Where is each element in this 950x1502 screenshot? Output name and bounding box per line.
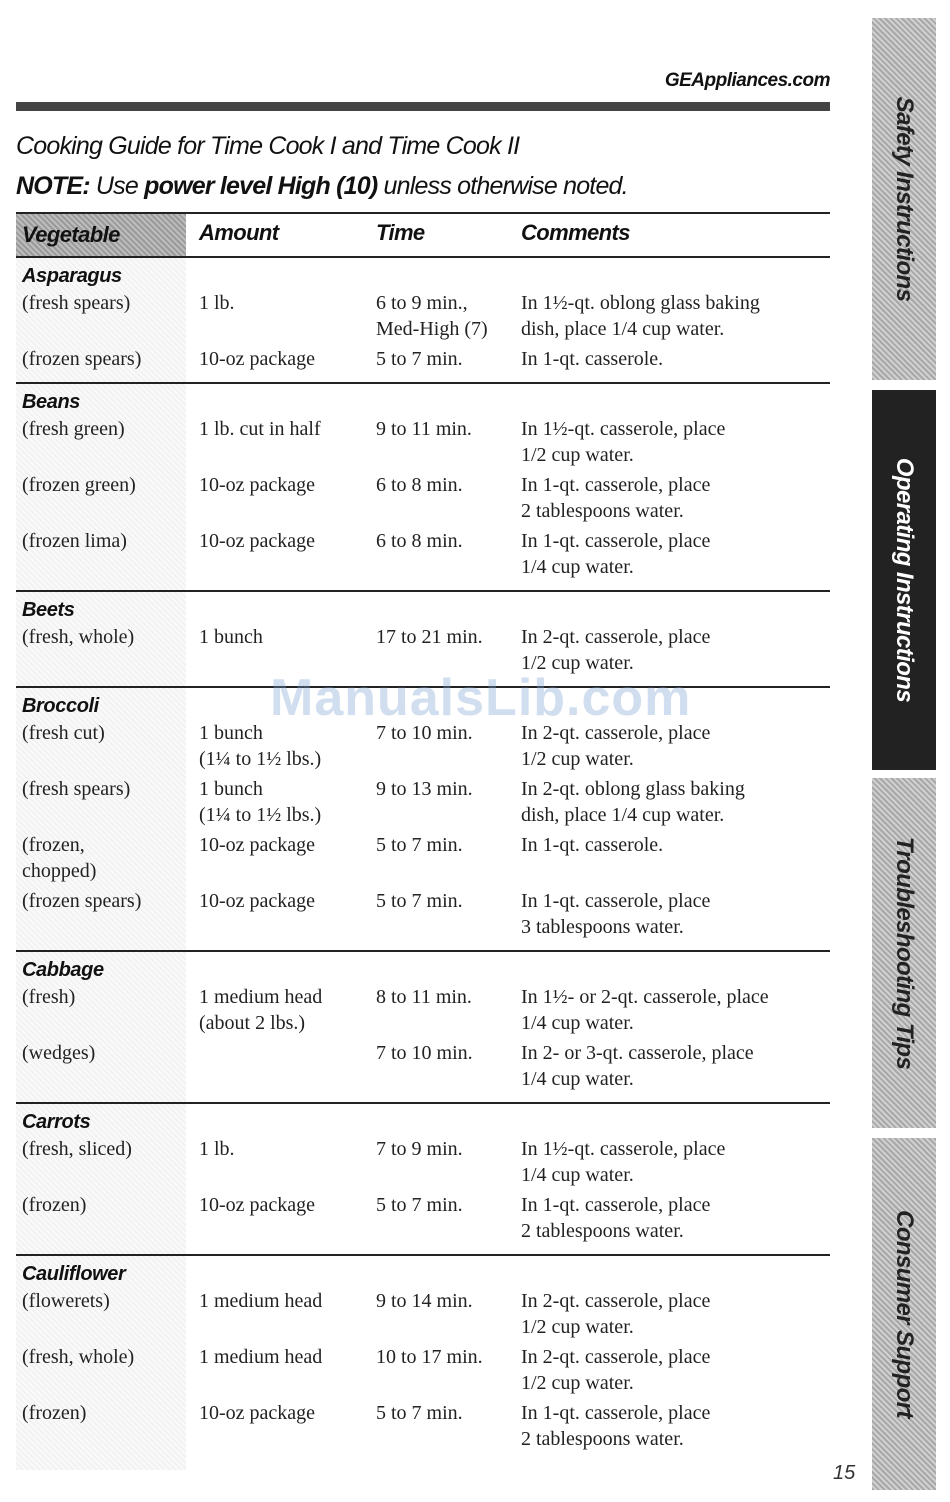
cell-amount: 1 bunch (1¼ to 1½ lbs.)	[199, 722, 322, 770]
note-text2: unless otherwise noted.	[377, 172, 628, 200]
table-header	[16, 212, 830, 258]
note-prefix: NOTE:	[16, 172, 90, 200]
cell-amount: 1 lb. cut in half	[199, 418, 321, 440]
cell-time: 6 to 8 min.	[376, 530, 463, 552]
table-row	[16, 290, 830, 346]
cell-time: 7 to 10 min.	[376, 1042, 473, 1064]
cell-time: 9 to 13 min.	[376, 778, 473, 800]
cell-comments: In 1-qt. casserole, place 2 tablespoons water.	[521, 474, 711, 522]
page-title: Cooking Guide for Time Cook I and Time Cook II	[16, 132, 520, 160]
cell-amount: 10-oz package	[199, 530, 316, 552]
table-body	[16, 258, 830, 1462]
table-row	[16, 346, 830, 376]
cell-comments: In 1-qt. casserole, place 3 tablespoons water.	[521, 890, 711, 938]
cell-amount: 1 medium head (about 2 lbs.)	[199, 986, 323, 1034]
cooking-table	[16, 212, 830, 1462]
table-row	[16, 1400, 830, 1456]
cell-time: 5 to 7 min.	[376, 1402, 463, 1424]
cell-time: 6 to 9 min., Med-High (7)	[376, 292, 488, 340]
cell-time: 17 to 21 min.	[376, 626, 483, 648]
table-row	[16, 1192, 830, 1248]
cell-comments: In 2-qt. casserole, place 1/2 cup water.	[521, 626, 711, 674]
cell-time: 9 to 14 min.	[376, 1290, 473, 1312]
cell-form: (frozen, chopped)	[22, 834, 97, 882]
table-row	[16, 1040, 830, 1096]
cell-comments: In 2-qt. casserole, place 1/2 cup water.	[521, 1290, 711, 1338]
cell-time: 7 to 10 min.	[376, 722, 473, 744]
cell-comments: In 1½-qt. oblong glass baking dish, place 1/4 cup water.	[521, 292, 760, 340]
cell-comments: In 1-qt. casserole.	[521, 834, 664, 856]
vegetable-name: Beets	[22, 599, 75, 621]
table-row	[16, 888, 830, 944]
vegetable-name: Carrots	[22, 1111, 91, 1133]
vegetable-group	[16, 1104, 830, 1256]
vegetable-name: Broccoli	[22, 695, 99, 717]
cell-comments: In 1½- or 2-qt. casserole, place 1/4 cup water.	[521, 986, 769, 1034]
table-row	[16, 720, 830, 776]
cell-amount: 10-oz package	[199, 474, 316, 496]
cell-time: 5 to 7 min.	[376, 834, 463, 856]
watermark: ManualsLib.com	[270, 669, 692, 727]
cell-form: (fresh spears)	[22, 292, 131, 314]
cell-amount: 10-oz package	[199, 834, 316, 856]
note-bold: power level High (10)	[144, 172, 378, 200]
cell-comments: In 1-qt. casserole.	[521, 348, 664, 370]
table-row	[16, 528, 830, 584]
vegetable-name: Cabbage	[22, 959, 104, 981]
cell-time: 6 to 8 min.	[376, 474, 463, 496]
side-tab[interactable]	[872, 390, 936, 770]
cell-form: (frozen lima)	[22, 530, 127, 552]
cell-amount: 1 lb.	[199, 292, 235, 314]
cell-form: (frozen spears)	[22, 890, 142, 912]
table-row	[16, 1136, 830, 1192]
table-row	[16, 832, 830, 888]
table-row	[16, 416, 830, 472]
cell-form: (fresh, whole)	[22, 1346, 135, 1368]
table-row	[16, 472, 830, 528]
cell-form: (wedges)	[22, 1042, 96, 1064]
side-tab[interactable]	[872, 1138, 936, 1490]
cell-time: 5 to 7 min.	[376, 1194, 463, 1216]
vegetable-group	[16, 952, 830, 1104]
cell-comments: In 2-qt. casserole, place 1/2 cup water.	[521, 1346, 711, 1394]
cell-amount: 10-oz package	[199, 1402, 316, 1424]
cell-time: 7 to 9 min.	[376, 1138, 463, 1160]
note-text1: Use	[89, 172, 145, 200]
cell-form: (fresh, sliced)	[22, 1138, 132, 1160]
cell-time: 8 to 11 min.	[376, 986, 472, 1008]
cell-amount: 10-oz package	[199, 890, 316, 912]
cell-amount: 1 lb.	[199, 1138, 235, 1160]
cell-amount: 10-oz package	[199, 348, 316, 370]
note-line	[16, 172, 628, 201]
header-rule	[16, 102, 830, 111]
cell-amount: 1 bunch	[199, 626, 263, 648]
cell-form: (frozen)	[22, 1194, 87, 1216]
cell-form: (fresh spears)	[22, 778, 131, 800]
cell-comments: In 2-qt. oblong glass baking dish, place 1/4 cup water.	[521, 778, 745, 826]
cell-amount: 1 medium head	[199, 1290, 323, 1312]
cell-comments: In 1½-qt. casserole, place 1/4 cup water.	[521, 1138, 726, 1186]
vegetable-name: Beans	[22, 391, 81, 413]
cell-comments: In 1-qt. casserole, place 2 tablespoons water.	[521, 1402, 711, 1450]
side-tab[interactable]	[872, 18, 936, 380]
vegetable-group	[16, 258, 830, 384]
header-time: Time	[376, 220, 425, 245]
header-amount: Amount	[199, 220, 279, 245]
cell-amount: 1 medium head	[199, 1346, 323, 1368]
side-tab[interactable]	[872, 778, 936, 1128]
cell-amount: 10-oz package	[199, 1194, 316, 1216]
cell-form: (fresh, whole)	[22, 626, 135, 648]
cell-comments: In 1-qt. casserole, place 2 tablespoons water.	[521, 1194, 711, 1242]
cell-amount: 1 bunch (1¼ to 1½ lbs.)	[199, 778, 322, 826]
cell-time: 9 to 11 min.	[376, 418, 472, 440]
vegetable-name: Cauliflower	[22, 1263, 126, 1285]
cell-form: (frozen spears)	[22, 348, 142, 370]
header-vegetable: Vegetable	[16, 214, 186, 256]
cell-time: 10 to 17 min.	[376, 1346, 483, 1368]
cell-form: (fresh cut)	[22, 722, 105, 744]
cell-comments: In 2-qt. casserole, place 1/2 cup water.	[521, 722, 711, 770]
page-number: 15	[833, 1462, 856, 1484]
vegetable-group	[16, 384, 830, 592]
cell-form: (fresh green)	[22, 418, 125, 440]
vegetable-name: Asparagus	[22, 265, 122, 287]
cell-time: 5 to 7 min.	[376, 890, 463, 912]
side-tab-label: Troubleshooting Tips	[891, 836, 918, 1070]
header-comments: Comments	[521, 220, 630, 245]
vegetable-group	[16, 1256, 830, 1462]
side-tab-label: Consumer Support	[891, 1210, 918, 1418]
cell-time: 5 to 7 min.	[376, 348, 463, 370]
cell-comments: In 1-qt. casserole, place 1/4 cup water.	[521, 530, 711, 578]
cell-comments: In 2- or 3-qt. casserole, place 1/4 cup water.	[521, 1042, 754, 1090]
table-row	[16, 776, 830, 832]
cell-form: (fresh)	[22, 986, 76, 1008]
side-tab-label: Operating Instructions	[891, 457, 918, 703]
site-url[interactable]: GEAppliances.com	[664, 70, 830, 91]
table-row	[16, 1344, 830, 1400]
side-tab-label: Safety Instructions	[891, 96, 918, 302]
cell-form: (frozen green)	[22, 474, 136, 496]
cell-comments: In 1½-qt. casserole, place 1/2 cup water.	[521, 418, 726, 466]
table-row	[16, 984, 830, 1040]
table-row	[16, 1288, 830, 1344]
cell-form: (flowerets)	[22, 1290, 110, 1312]
cell-form: (frozen)	[22, 1402, 87, 1424]
